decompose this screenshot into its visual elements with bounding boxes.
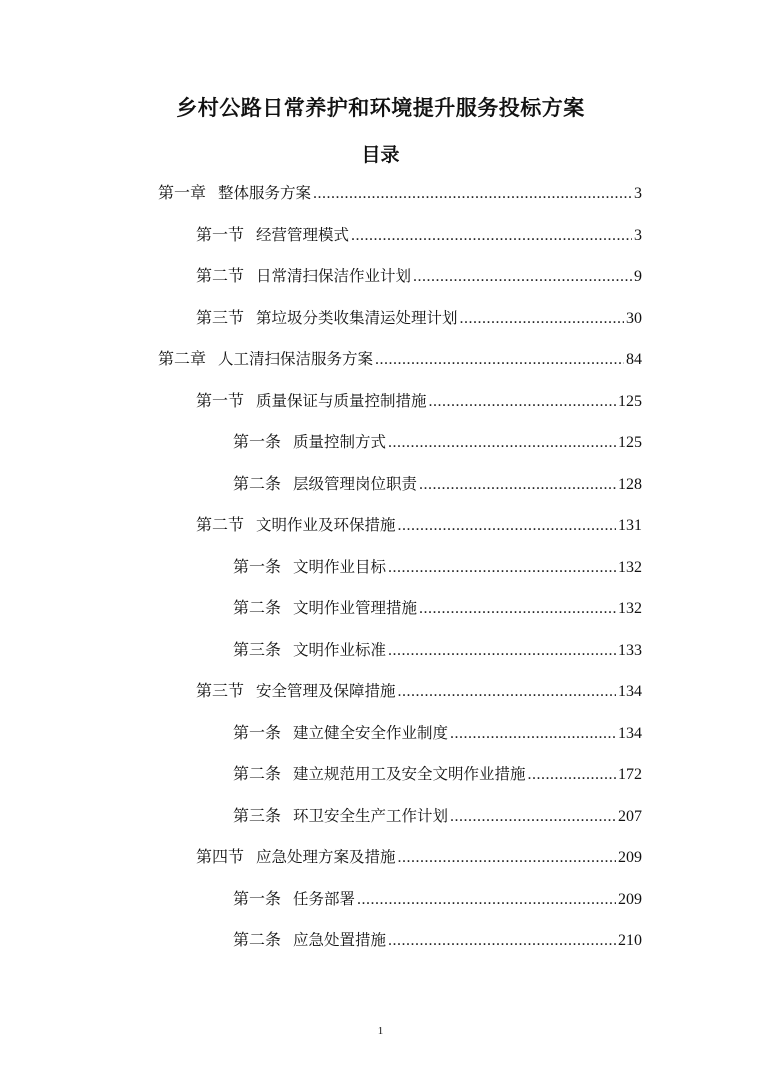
toc-entry-number: 第一章 (158, 183, 207, 202)
toc-entry-page: 134 (618, 683, 642, 700)
toc-entry-number: 第一节 (196, 225, 245, 244)
toc-entry-page: 3 (634, 227, 642, 244)
toc-entry-number: 第二章 (158, 349, 207, 368)
toc-entry-article[interactable] (233, 928, 642, 952)
toc-entry-label: 人工清扫保洁服务方案 (218, 350, 374, 368)
toc-dot-leader (357, 888, 616, 912)
toc-entry-page: 125 (618, 434, 642, 451)
toc-dot-leader (398, 846, 616, 870)
toc-entry-label: 安全管理及保障措施 (256, 682, 396, 700)
toc-dot-leader (413, 265, 632, 289)
toc-entry-label: 建立规范用工及安全文明作业措施 (293, 765, 526, 783)
document-title: 乡村公路日常养护和环境提升服务投标方案 (176, 96, 585, 120)
toc-dot-leader (460, 307, 624, 331)
toc-dot-leader (398, 514, 616, 538)
toc-entry-number: 第三条 (233, 640, 282, 659)
toc-entry-label: 文明作业目标 (293, 558, 387, 576)
toc-entry-article[interactable] (233, 762, 642, 786)
toc-entry-label: 建立健全安全作业制度 (293, 724, 449, 742)
toc-entry-label: 日常清扫保洁作业计划 (256, 267, 412, 285)
toc-entry-label: 第垃圾分类收集清运处理计划 (256, 309, 458, 327)
toc-entry-article[interactable] (233, 638, 642, 662)
toc-entry-number: 第一条 (233, 432, 282, 451)
toc-entry-section[interactable] (196, 306, 642, 330)
toc-entry-section[interactable] (196, 264, 642, 288)
toc-entry-label: 环卫安全生产工作计划 (293, 807, 449, 825)
toc-dot-leader (313, 182, 632, 206)
toc-entry-page: 209 (618, 891, 642, 908)
toc-entry-page: 132 (618, 559, 642, 576)
toc-entry-section[interactable] (196, 389, 642, 413)
toc-dot-leader (388, 929, 616, 953)
toc-entry-label: 层级管理岗位职责 (293, 475, 418, 493)
toc-heading: 目录 (361, 144, 400, 166)
toc-entry-number: 第四节 (196, 847, 245, 866)
toc-entry-page: 30 (626, 310, 642, 327)
toc-entry-article[interactable] (233, 804, 642, 828)
toc-entry-number: 第二节 (196, 515, 245, 534)
toc-dot-leader (429, 390, 616, 414)
toc-entry-article[interactable] (233, 887, 642, 911)
toc-entry-page: 128 (618, 476, 642, 493)
toc-entry-article[interactable] (233, 430, 642, 454)
toc-entry-number: 第一条 (233, 889, 282, 908)
toc-entry-number: 第一节 (196, 391, 245, 410)
toc-entry-section[interactable] (196, 845, 642, 869)
toc-entry-number: 第一条 (233, 723, 282, 742)
toc-entry-label: 质量控制方式 (293, 433, 387, 451)
toc-entry-page: 84 (626, 351, 642, 368)
toc-entry-page: 207 (618, 808, 642, 825)
toc-entry-number: 第三节 (196, 308, 245, 327)
toc-entry-label: 文明作业标准 (293, 641, 387, 659)
toc-entry-section[interactable] (196, 513, 642, 537)
toc-entry-page: 125 (618, 393, 642, 410)
toc-dot-leader (398, 680, 616, 704)
toc-dot-leader (450, 805, 616, 829)
toc-entry-label: 经营管理模式 (256, 226, 350, 244)
toc-entry-article[interactable] (233, 721, 642, 745)
toc-dot-leader (528, 763, 616, 787)
toc-entry-label: 整体服务方案 (218, 184, 312, 202)
page-number: 1 (377, 1025, 384, 1037)
toc-dot-leader (388, 431, 616, 455)
toc-entry-number: 第三节 (196, 681, 245, 700)
toc-dot-leader (419, 597, 616, 621)
toc-entry-article[interactable] (233, 555, 642, 579)
toc-entry-page: 9 (634, 268, 642, 285)
toc-entry-number: 第二条 (233, 764, 282, 783)
toc-entry-number: 第二条 (233, 930, 282, 949)
toc-entry-section[interactable] (196, 223, 642, 247)
toc-entry-page: 209 (618, 849, 642, 866)
toc-entry-number: 第一条 (233, 557, 282, 576)
toc-entry-page: 210 (618, 932, 642, 949)
toc-dot-leader (388, 639, 616, 663)
toc-dot-leader (351, 224, 632, 248)
toc-entry-article[interactable] (233, 472, 642, 496)
toc-entry-article[interactable] (233, 596, 642, 620)
toc-entry-number: 第二节 (196, 266, 245, 285)
toc-entry-number: 第二条 (233, 474, 282, 493)
toc-entry-chapter[interactable] (158, 181, 642, 205)
toc-entry-label: 应急处理方案及措施 (256, 848, 396, 866)
toc-entry-page: 131 (618, 517, 642, 534)
toc-entry-number: 第二条 (233, 598, 282, 617)
toc-entry-chapter[interactable] (158, 347, 642, 371)
toc-entry-label: 文明作业管理措施 (293, 599, 418, 617)
toc-entry-section[interactable] (196, 679, 642, 703)
toc-entry-number: 第三条 (233, 806, 282, 825)
toc-entry-page: 172 (618, 766, 642, 783)
toc-dot-leader (450, 722, 616, 746)
toc-entry-page: 132 (618, 600, 642, 617)
toc-entry-page: 133 (618, 642, 642, 659)
toc-dot-leader (388, 556, 616, 580)
toc-dot-leader (375, 348, 624, 372)
toc-entry-label: 任务部署 (293, 890, 356, 908)
toc-entry-label: 文明作业及环保措施 (256, 516, 396, 534)
toc-entry-page: 3 (634, 185, 642, 202)
toc-entry-page: 134 (618, 725, 642, 742)
toc-entry-label: 应急处置措施 (293, 931, 387, 949)
toc-dot-leader (419, 473, 616, 497)
toc-entry-label: 质量保证与质量控制措施 (256, 392, 427, 410)
